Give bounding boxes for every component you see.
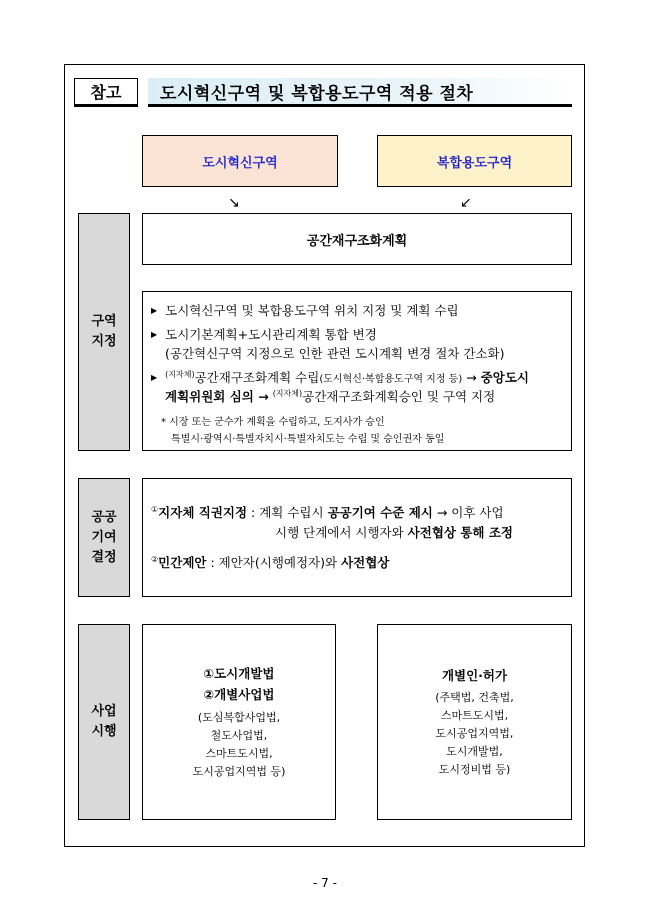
side-label-text: 지정 bbox=[91, 334, 117, 349]
triangle-bullet-icon: ▶ bbox=[151, 373, 158, 382]
bullet-item: ▶ 도시혁신구역 및 복합용도구역 위치 지정 및 계획 수립 bbox=[151, 303, 459, 318]
bullet-item: ▶ 도시기본계획+도시관리계획 통합 변경 bbox=[151, 327, 377, 342]
law-title: ①도시개발법 bbox=[203, 666, 275, 681]
side-label-project-execution bbox=[78, 624, 130, 820]
urban-innovation-zone-box: 도시혁신구역 bbox=[142, 135, 338, 187]
page-number: - 7 - bbox=[313, 876, 337, 890]
side-label-text: 기여 bbox=[91, 529, 117, 545]
footnote: * 시장 또는 군수가 계획을 수립하고, 도지사가 승인 bbox=[161, 417, 385, 428]
triangle-bullet-icon: ▶ bbox=[151, 330, 158, 339]
law-list-item: 철도사업법, bbox=[210, 729, 268, 742]
law-list-item: 스마트도시법, bbox=[205, 747, 273, 760]
method-item: ②민간제안 : 제안자(시행예정자)와 사전협상 bbox=[151, 555, 390, 570]
law-title: ②개별사업법 bbox=[203, 687, 275, 702]
side-label-text: 결정 bbox=[91, 549, 117, 565]
method-item-cont: 시행 단계에서 시행자와 사전협상 통해 조정 bbox=[275, 525, 513, 540]
bullet-subtext: 계획위원회 심의 → $^{(지자체)}$공간재구조화계획승인 및 구역 지정 bbox=[165, 389, 496, 404]
law-list-item: 도시공업지역법 등) bbox=[192, 765, 286, 778]
triangle-bullet-icon: ▶ bbox=[151, 306, 158, 315]
arrow-down-left-icon: ↙ bbox=[460, 195, 472, 211]
law-list-item: 도시정비법 등) bbox=[438, 763, 511, 776]
development-law-box bbox=[142, 624, 336, 820]
individual-permit-box bbox=[377, 624, 572, 820]
reference-tag: 참고 bbox=[74, 78, 138, 107]
side-label-text: 사업 bbox=[91, 704, 117, 719]
side-label-public-contribution bbox=[78, 478, 130, 597]
law-list-item: (도심복합사업법, bbox=[197, 711, 281, 724]
side-label-text: 구역 bbox=[91, 314, 117, 329]
zone-designation-box bbox=[142, 291, 572, 451]
method-item: ①지자체 직권지정 : 계획 수립시 공공기여 수준 제시 → 이후 사업 bbox=[151, 505, 504, 520]
law-list-item: 도시공업지역법, bbox=[435, 727, 514, 740]
side-label-zone-designation bbox=[78, 213, 130, 451]
arrow-down-right-icon: ↘ bbox=[228, 195, 240, 211]
bullet-subtext: (공간혁신구역 지정으로 인한 관련 도시계획 변경 절차 간소화) bbox=[165, 346, 505, 361]
law-list-item: (주택법, 건축법, bbox=[435, 691, 514, 704]
side-label-text: 시행 bbox=[91, 724, 117, 739]
page-title: 도시혁신구역 및 복합용도구역 적용 절차 bbox=[148, 78, 572, 107]
law-list-item: 도시개발법, bbox=[446, 745, 503, 758]
spatial-restructuring-plan-box: 공간재구조화계획 bbox=[142, 213, 572, 265]
permit-title: 개별인·허가 bbox=[441, 668, 508, 683]
bullet-item: ▶ $^{(지자체)}$공간재구조화계획 수립(도시혁신·복합용도구역 지정 등) → 중앙도시 bbox=[151, 370, 529, 385]
law-list-item: 스마트도시법, bbox=[440, 709, 509, 722]
mixed-use-zone-box: 복합용도구역 bbox=[377, 135, 572, 187]
public-contribution-box bbox=[142, 478, 572, 597]
side-label-text: 공공 bbox=[91, 509, 117, 525]
footnote: 특별시·광역시·특별자치시·특별자치도는 수립 및 승인권자 동일 bbox=[171, 434, 445, 445]
